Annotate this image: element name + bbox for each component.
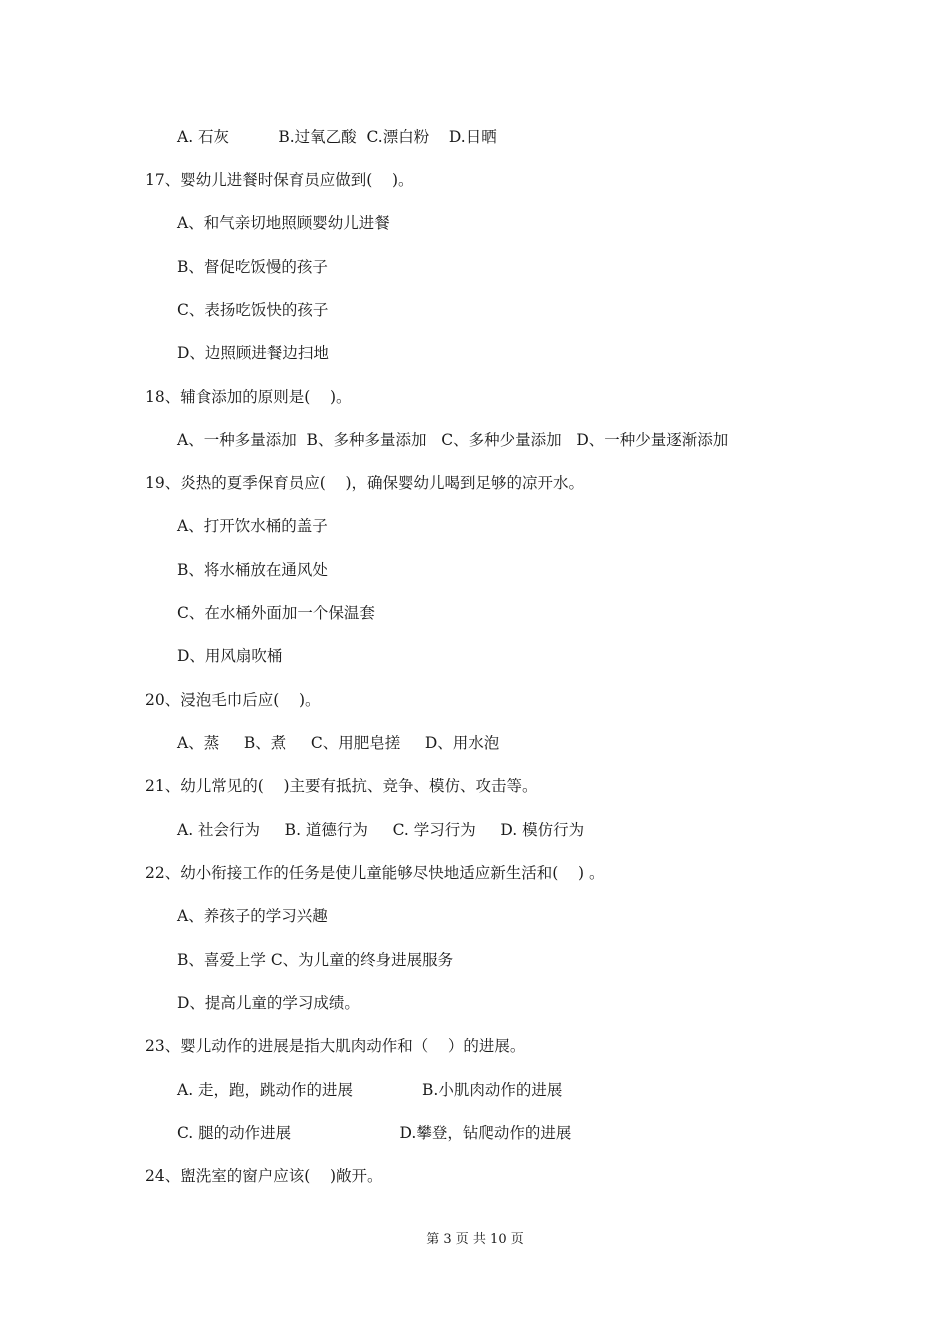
question-19: 19、炎热的夏季保育员应( )，确保婴幼儿喝到足够的凉开水。 [145,474,585,492]
q19-option-c: C、在水桶外面加一个保温套 [177,604,375,622]
q18-options: A、一种多量添加 B、多种多量添加 C、多种少量添加 D、一种少量逐渐添加 [177,431,729,449]
q19-option-d: D、用风扇吹桶 [177,647,283,665]
question-22: 22、幼小衔接工作的任务是使儿童能够尽快地适应新生活和( ) 。 [145,864,605,882]
q21-options: A. 社会行为 B. 道德行为 C. 学习行为 D. 模仿行为 [177,821,585,839]
q22-option-a: A、养孩子的学习兴趣 [177,907,328,925]
q17-option-b: B、督促吃饭慢的孩子 [177,258,328,276]
q23-options-ab: A. 走，跑，跳动作的进展 B.小肌肉动作的进展 [177,1081,563,1099]
question-17: 17、婴幼儿进餐时保育员应做到( )。 [145,171,414,189]
question-23: 23、婴儿动作的进展是指大肌肉动作和（ ）的进展。 [145,1037,526,1055]
q17-option-c: C、表扬吃饭快的孩子 [177,301,329,319]
question-21: 21、幼儿常见的( )主要有抵抗、竞争、模仿、攻击等。 [145,777,538,795]
q23-options-cd: C. 腿的动作进展 D.攀登，钻爬动作的进展 [177,1124,572,1142]
q19-option-a: A、打开饮水桶的盖子 [177,517,328,535]
q22-option-b-c: B、喜爱上学 C、为儿童的终身进展服务 [177,951,454,969]
q20-options: A、蒸 B、煮 C、用肥皂搓 D、用水泡 [177,734,500,752]
q22-option-d: D、提高儿童的学习成绩。 [177,994,360,1012]
q19-option-b: B、将水桶放在通风处 [177,561,328,579]
question-24: 24、盥洗室的窗户应该( )敞开。 [145,1167,383,1185]
page-footer: 第 3 页 共 10 页 [426,1232,524,1247]
q16-options: A. 石灰 B.过氧乙酸 C.漂白粉 D.日晒 [177,128,497,146]
question-18: 18、辅食添加的原则是( )。 [145,388,352,406]
q17-option-d: D、边照顾进餐边扫地 [177,344,329,362]
q17-option-a: A、和气亲切地照顾婴幼儿进餐 [177,214,390,232]
question-20: 20、浸泡毛巾后应( )。 [145,691,321,709]
